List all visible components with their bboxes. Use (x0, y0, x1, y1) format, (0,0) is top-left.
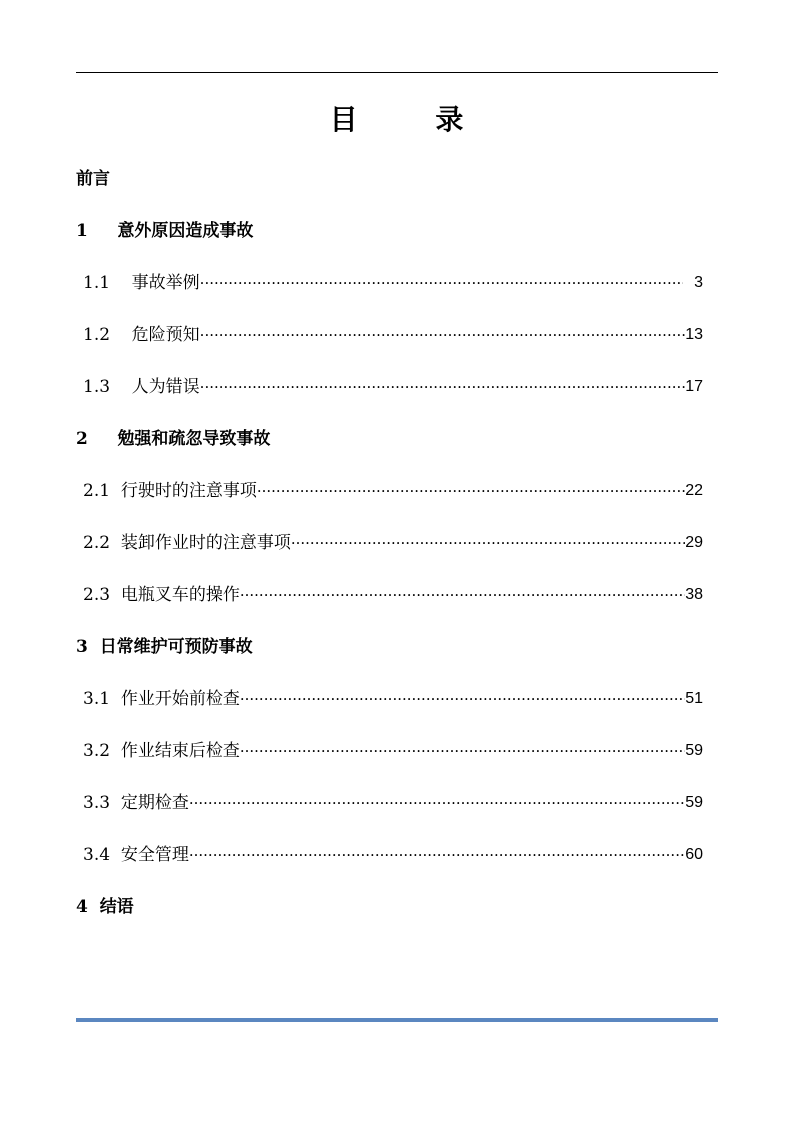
section-number: 3.1 (83, 689, 111, 709)
section-number: 2.1 (83, 481, 111, 501)
leader-dots (200, 270, 684, 296)
toc-section-3-4[interactable] (83, 842, 703, 868)
section-title: 行驶时的注意事项 (120, 481, 257, 501)
page-title: 目 录 (329, 103, 498, 136)
section-title: 作业开始前检查 (120, 689, 240, 709)
leader-dots (240, 738, 685, 764)
page-number: 59 (685, 794, 703, 811)
section-title: 电瓶叉车的操作 (120, 585, 240, 605)
header-rule (76, 72, 718, 73)
leader-dots (257, 478, 685, 504)
toc-section-1-1[interactable] (83, 270, 703, 296)
leader-dots (291, 530, 685, 556)
chapter-title: 意外原因造成事故 (117, 221, 254, 241)
section-title: 人为错误 (131, 377, 200, 397)
chapter-number: 1 (76, 221, 88, 241)
page-number: 3 (694, 274, 703, 291)
toc-section-3-3[interactable] (83, 790, 703, 816)
footer-rule (76, 1018, 718, 1022)
section-title: 事故举例 (131, 273, 200, 293)
chapter-title: 日常维护可预防事故 (99, 637, 253, 657)
page-number: 13 (685, 326, 703, 343)
section-title: 装卸作业时的注意事项 (120, 533, 291, 553)
section-number: 2.3 (83, 585, 111, 605)
section-number: 1.2 (83, 325, 111, 345)
leader-dots (200, 322, 686, 348)
page-number: 29 (685, 534, 703, 551)
page-number: 51 (685, 690, 703, 707)
chapter-number: 4 (76, 897, 88, 917)
leader-dots (240, 582, 685, 608)
toc-section-2-3[interactable] (83, 582, 703, 608)
toc-section-3-1[interactable] (83, 686, 703, 712)
section-title: 安全管理 (120, 845, 189, 865)
section-number: 1.3 (83, 377, 111, 397)
toc-chapter-3[interactable] (76, 634, 253, 660)
toc-preface[interactable]: 前言 (76, 169, 110, 189)
leader-dots (189, 790, 685, 816)
page-number: 17 (685, 378, 703, 395)
toc-chapter-4[interactable] (76, 894, 134, 920)
page-number: 38 (685, 586, 703, 603)
page-number: 59 (685, 742, 703, 759)
section-number: 3.3 (83, 793, 111, 813)
chapter-number: 2 (76, 429, 88, 449)
page-number: 22 (685, 482, 703, 499)
toc-section-3-2[interactable] (83, 738, 703, 764)
toc-chapter-2[interactable] (76, 426, 270, 452)
leader-dots (240, 686, 685, 712)
section-title: 作业结束后检查 (120, 741, 240, 761)
toc-section-2-1[interactable] (83, 478, 703, 504)
chapter-title: 勉强和疏忽导致事故 (117, 429, 271, 449)
section-number: 3.4 (83, 845, 111, 865)
page-number: 60 (685, 846, 703, 863)
leader-dots (200, 374, 686, 400)
chapter-number: 3 (76, 637, 88, 657)
section-number: 3.2 (83, 741, 111, 761)
section-number: 1.1 (83, 273, 111, 293)
section-title: 定期检查 (120, 793, 189, 813)
chapter-title: 结语 (99, 897, 134, 917)
toc-section-1-3[interactable] (83, 374, 703, 400)
toc-chapter-1[interactable] (76, 218, 253, 244)
section-title: 危险预知 (131, 325, 200, 345)
toc-section-2-2[interactable] (83, 530, 703, 556)
toc-section-1-2[interactable] (83, 322, 703, 348)
section-number: 2.2 (83, 533, 111, 553)
leader-dots (189, 842, 685, 868)
